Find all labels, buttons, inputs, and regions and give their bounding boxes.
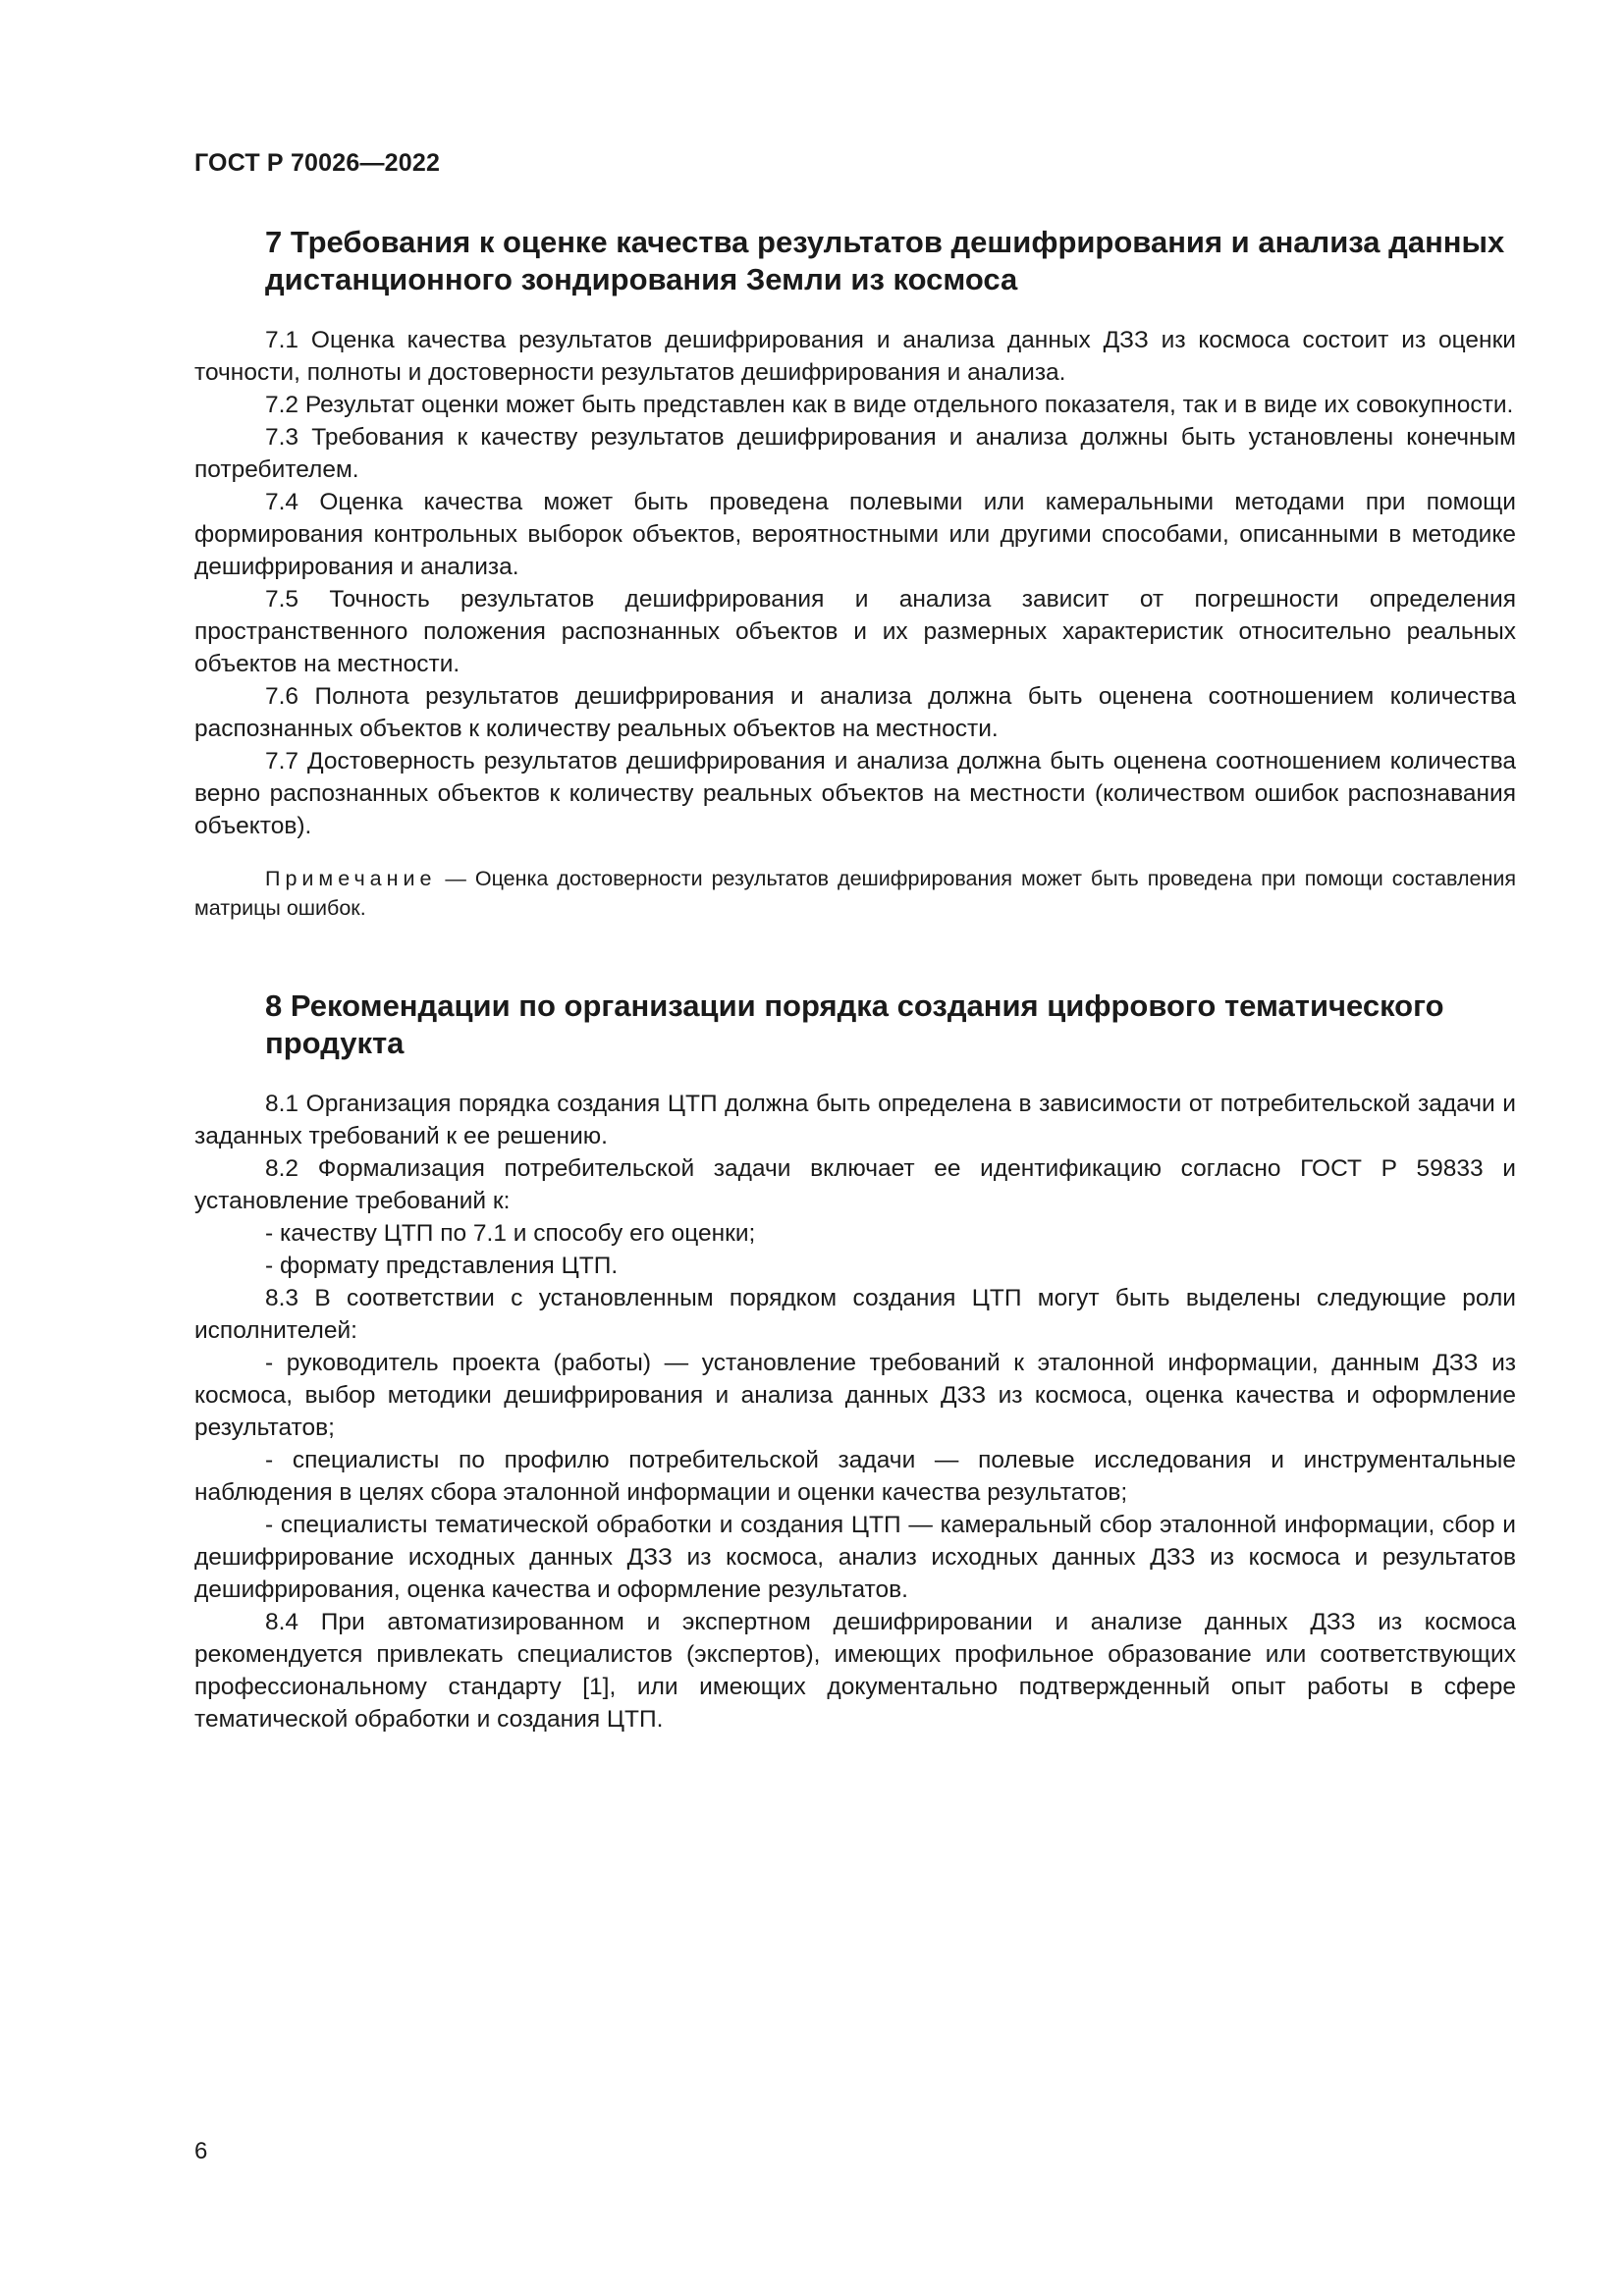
clause-8-1: 8.1 Организация порядка создания ЦТП должна быть определена в зависимости от потребительской задачи и заданных требований к ее решению. xyxy=(194,1091,1516,1149)
list-item: - качеству ЦТП по 7.1 и способу его оценки; xyxy=(265,1220,756,1247)
clause-8-3: 8.3 В соответствии с установленным порядком создания ЦТП могут быть выделены следующие роли исполнителей: xyxy=(194,1285,1516,1344)
page-number: 6 xyxy=(194,2138,208,2164)
clause-7-2: 7.2 Результат оценки может быть представлен как в виде отдельного показателя, так и в виде их совокупности. xyxy=(265,392,1514,418)
clause-7-3: 7.3 Требования к качеству результатов дешифрирования и анализа должны быть установлены конечным потребителем. xyxy=(194,424,1516,483)
list-item: - специалисты по профилю потребительской задачи — полевые исследования и инструментальные наблюдения в целях сбора эталонной информации и оценки качества результатов; xyxy=(194,1447,1516,1506)
section-7-clauses xyxy=(194,324,1516,842)
note-label: Примечание xyxy=(265,867,437,890)
list-item: - формату представления ЦТП. xyxy=(265,1253,619,1279)
section-7-heading: 7 Требования к оценке качества результатов дешифрирования и анализа данных дистанционного зондирования Земли из космоса xyxy=(265,225,1505,296)
clause-7-6: 7.6 Полнота результатов дешифрирования и анализа должна быть оценена соотношением количества распознанных объектов к количеству реальных объектов на местности. xyxy=(194,683,1516,742)
section-8-heading: 8 Рекомендации по организации порядка создания цифрового тематического продукта xyxy=(265,988,1444,1060)
clause-7-7: 7.7 Достоверность результатов дешифрирования и анализа должна быть оценена соотношением количества верно распознанных объектов к количеству реальных объектов на местности (количеством ошибок распознавания объектов). xyxy=(194,748,1516,839)
clause-7-4: 7.4 Оценка качества может быть проведена полевыми или камеральными методами при помощи формирования контрольных выборок объектов, вероятностными или другими способами, описанными в методике дешифрирования и анализа. xyxy=(194,489,1516,580)
page-content xyxy=(194,224,1516,1735)
note-text: — Оценка достоверности результатов дешифрирования может быть проведена при помощи составления матрицы ошибок. xyxy=(194,867,1516,920)
list-item: - руководитель проекта (работы) — установление требований к эталонной информации, данным ДЗЗ из космоса, выбор методики дешифрирования и анализа данных ДЗЗ из космоса, оценка качества и оформление результатов; xyxy=(194,1350,1516,1441)
section-8-clauses xyxy=(194,1088,1516,1735)
list-item: - специалисты тематической обработки и создания ЦТП — камеральный сбор эталонной информации, сбор и дешифрирование исходных данных ДЗЗ из космоса, анализ исходных данных ДЗЗ из космоса и результатов дешифрирования, оценка качества и оформление результатов. xyxy=(194,1512,1516,1603)
clause-8-2: 8.2 Формализация потребительской задачи включает ее идентификацию согласно ГОСТ Р 59833 и установление требований к: xyxy=(194,1155,1516,1214)
standard-id-header: ГОСТ Р 70026—2022 xyxy=(194,149,441,177)
clause-8-4: 8.4 При автоматизированном и экспертном дешифрировании и анализе данных ДЗЗ из космоса рекомендуется привлекать специалистов (экспертов), имеющих профильное образование или соответствующих профессиональному стандарту [1], или имеющих документально подтвержденный опыт работы в сфере тематической обработки и создания ЦТП. xyxy=(194,1609,1516,1733)
clause-7-5: 7.5 Точность результатов дешифрирования и анализа зависит от погрешности определения пространственного положения распознанных объектов и их размерных характеристик относительно реальных объектов на местности. xyxy=(194,586,1516,677)
section-7-note xyxy=(194,864,1516,923)
clause-7-1: 7.1 Оценка качества результатов дешифрирования и анализа данных ДЗЗ из космоса состоит из оценки точности, полноты и достоверности результатов дешифрирования и анализа. xyxy=(194,327,1516,386)
